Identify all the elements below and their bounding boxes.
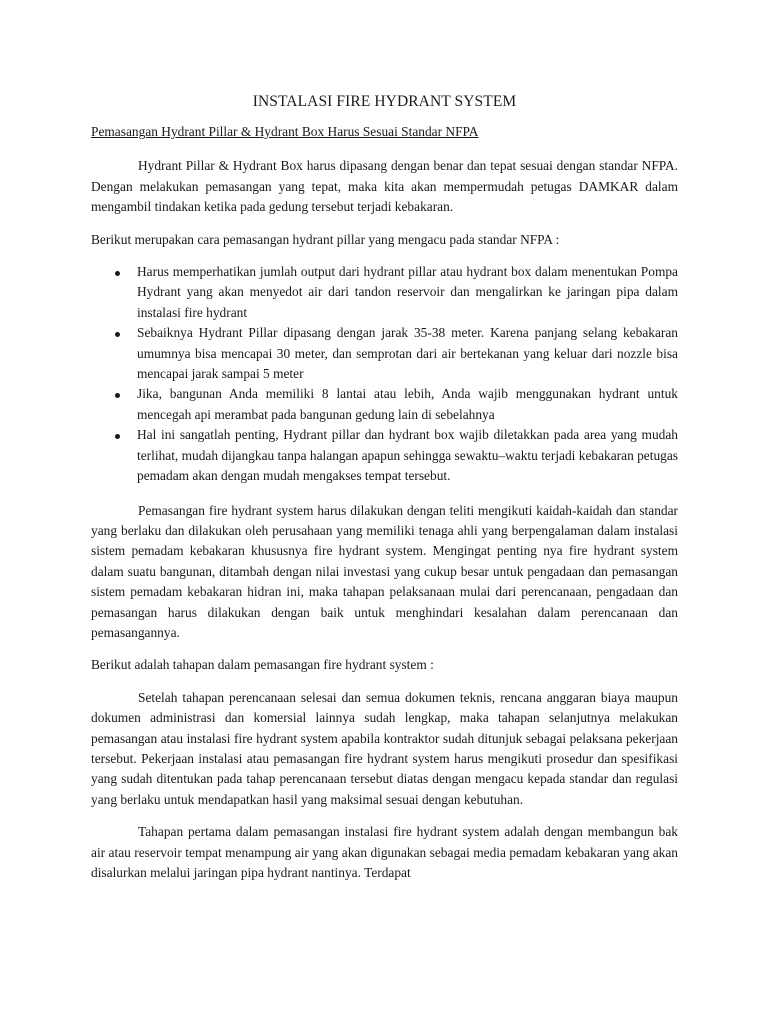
document-body — [91, 92, 678, 895]
list-item-text: Hal ini sangatlah penting, Hydrant pillar dan hydrant box wajib diletakkan pada area yang mudah terlihat, mudah dijangkau tanpa halangan apapun sehingga sewaktu–waktu terjadi kebakaran petugas pemadam akan dengan mudah mengakses tempat tersebut. — [137, 427, 679, 484]
list-item — [91, 425, 678, 486]
bullet-list — [91, 262, 678, 486]
document-title: INSTALASI FIRE HYDRANT SYSTEM — [252, 93, 517, 110]
list-item — [91, 384, 678, 425]
bullet-icon — [115, 425, 125, 445]
paragraph-list-lead: Berikut merupakan cara pemasangan hydrant pillar yang mengacu pada standar NFPA : — [91, 231, 560, 247]
paragraph-first-stage: Tahapan pertama dalam pemasangan instalasi fire hydrant system adalah dengan membangun bak air atau reservoir tempat menampung air yang akan digunakan sebagai media pemadam kebakaran yang akan disalurkan melalui jaringan pipa hydrant nantinya. Terdapat — [91, 824, 678, 880]
list-item-text: Sebaiknya Hydrant Pillar dipasang dengan jarak 35-38 meter. Karena panjang selang kebakaran umumnya bisa mencapai 30 meter, dan semprotan dari air bertekanan yang keluar dari nozzle bisa mencapai jarak sampai 5 meter — [137, 325, 678, 382]
bullet-icon — [115, 323, 125, 343]
list-item — [91, 323, 678, 384]
list-item-text: Harus memperhatikan jumlah output dari hydrant pillar atau hydrant box dalam menentukan Pompa Hydrant yang akan menyedot air dari tandon reservoir dan mengalirkan ke jaringan pipa dalam instalasi fire hydrant — [137, 264, 678, 320]
paragraph-stages-lead: Berikut adalah tahapan dalam pemasangan fire hydrant system : — [91, 657, 434, 673]
paragraph-after-planning: Setelah tahapan perencanaan selesai dan semua dokumen teknis, rencana anggaran biaya maupun dokumen administrasi dan komersial lainnya sudah lengkap, maka tahapan selanjutnya melakukan pemasangan atau instalasi fire hydrant system apabila kontraktor sudah ditunjuk sebagai pelaksana pekerjaan tersebut. Pekerjaan instalasi atau pemasangan fire hydrant system harus mengikuti prosedur dan spesifikasi yang sudah ditentukan pada tahap perencanaan tersebut diatas dengan mengacu kepada standar dan regulasi yang berlaku untuk mendapatkan hasil yang maksimal sesuai dengan kebutuhan. — [91, 689, 678, 807]
section-subtitle: Pemasangan Hydrant Pillar & Hydrant Box Harus Sesuai Standar NFPA — [91, 124, 479, 139]
paragraph-intro: Hydrant Pillar & Hydrant Box harus dipasang dengan benar dan tepat sesuai dengan standar NFPA. Dengan melakukan pemasangan yang tepat, maka kita akan mempermudah petugas DAMKAR dalam mengambil tindakan ketika pada gedung tersebut terjadi kebakaran. — [91, 158, 678, 215]
list-item — [91, 262, 678, 323]
bullet-icon — [115, 384, 125, 404]
list-item-text: Jika, bangunan Anda memiliki 8 lantai atau lebih, Anda wajib menggunakan hydrant untuk mencegah api merambat pada bangunan gedung lain di sebelahnya — [137, 386, 678, 422]
bullet-icon — [115, 262, 125, 282]
paragraph-installation-standard: Pemasangan fire hydrant system harus dilakukan dengan teliti mengikuti kaidah-kaidah dan standar yang berlaku dan dilakukan oleh perusahaan yang memiliki tenaga ahli yang berpengalaman dalam instalasi sistem pemadam kebakaran khususnya fire hydrant system. Mengingat penting nya fire hydrant system dalam suatu bangunan, ditambah dengan nilai investasi yang cukup besar untuk pengadaan dan pemasangan sistem pemadam kebakaran hidran ini, maka tahapan pelaksanaan mulai dari perencanaan, pengadaan dan pemasangan harus dilakukan dengan baik untuk menghindari kesalahan dalam perencanaan dan pemasangannya. — [91, 502, 678, 640]
